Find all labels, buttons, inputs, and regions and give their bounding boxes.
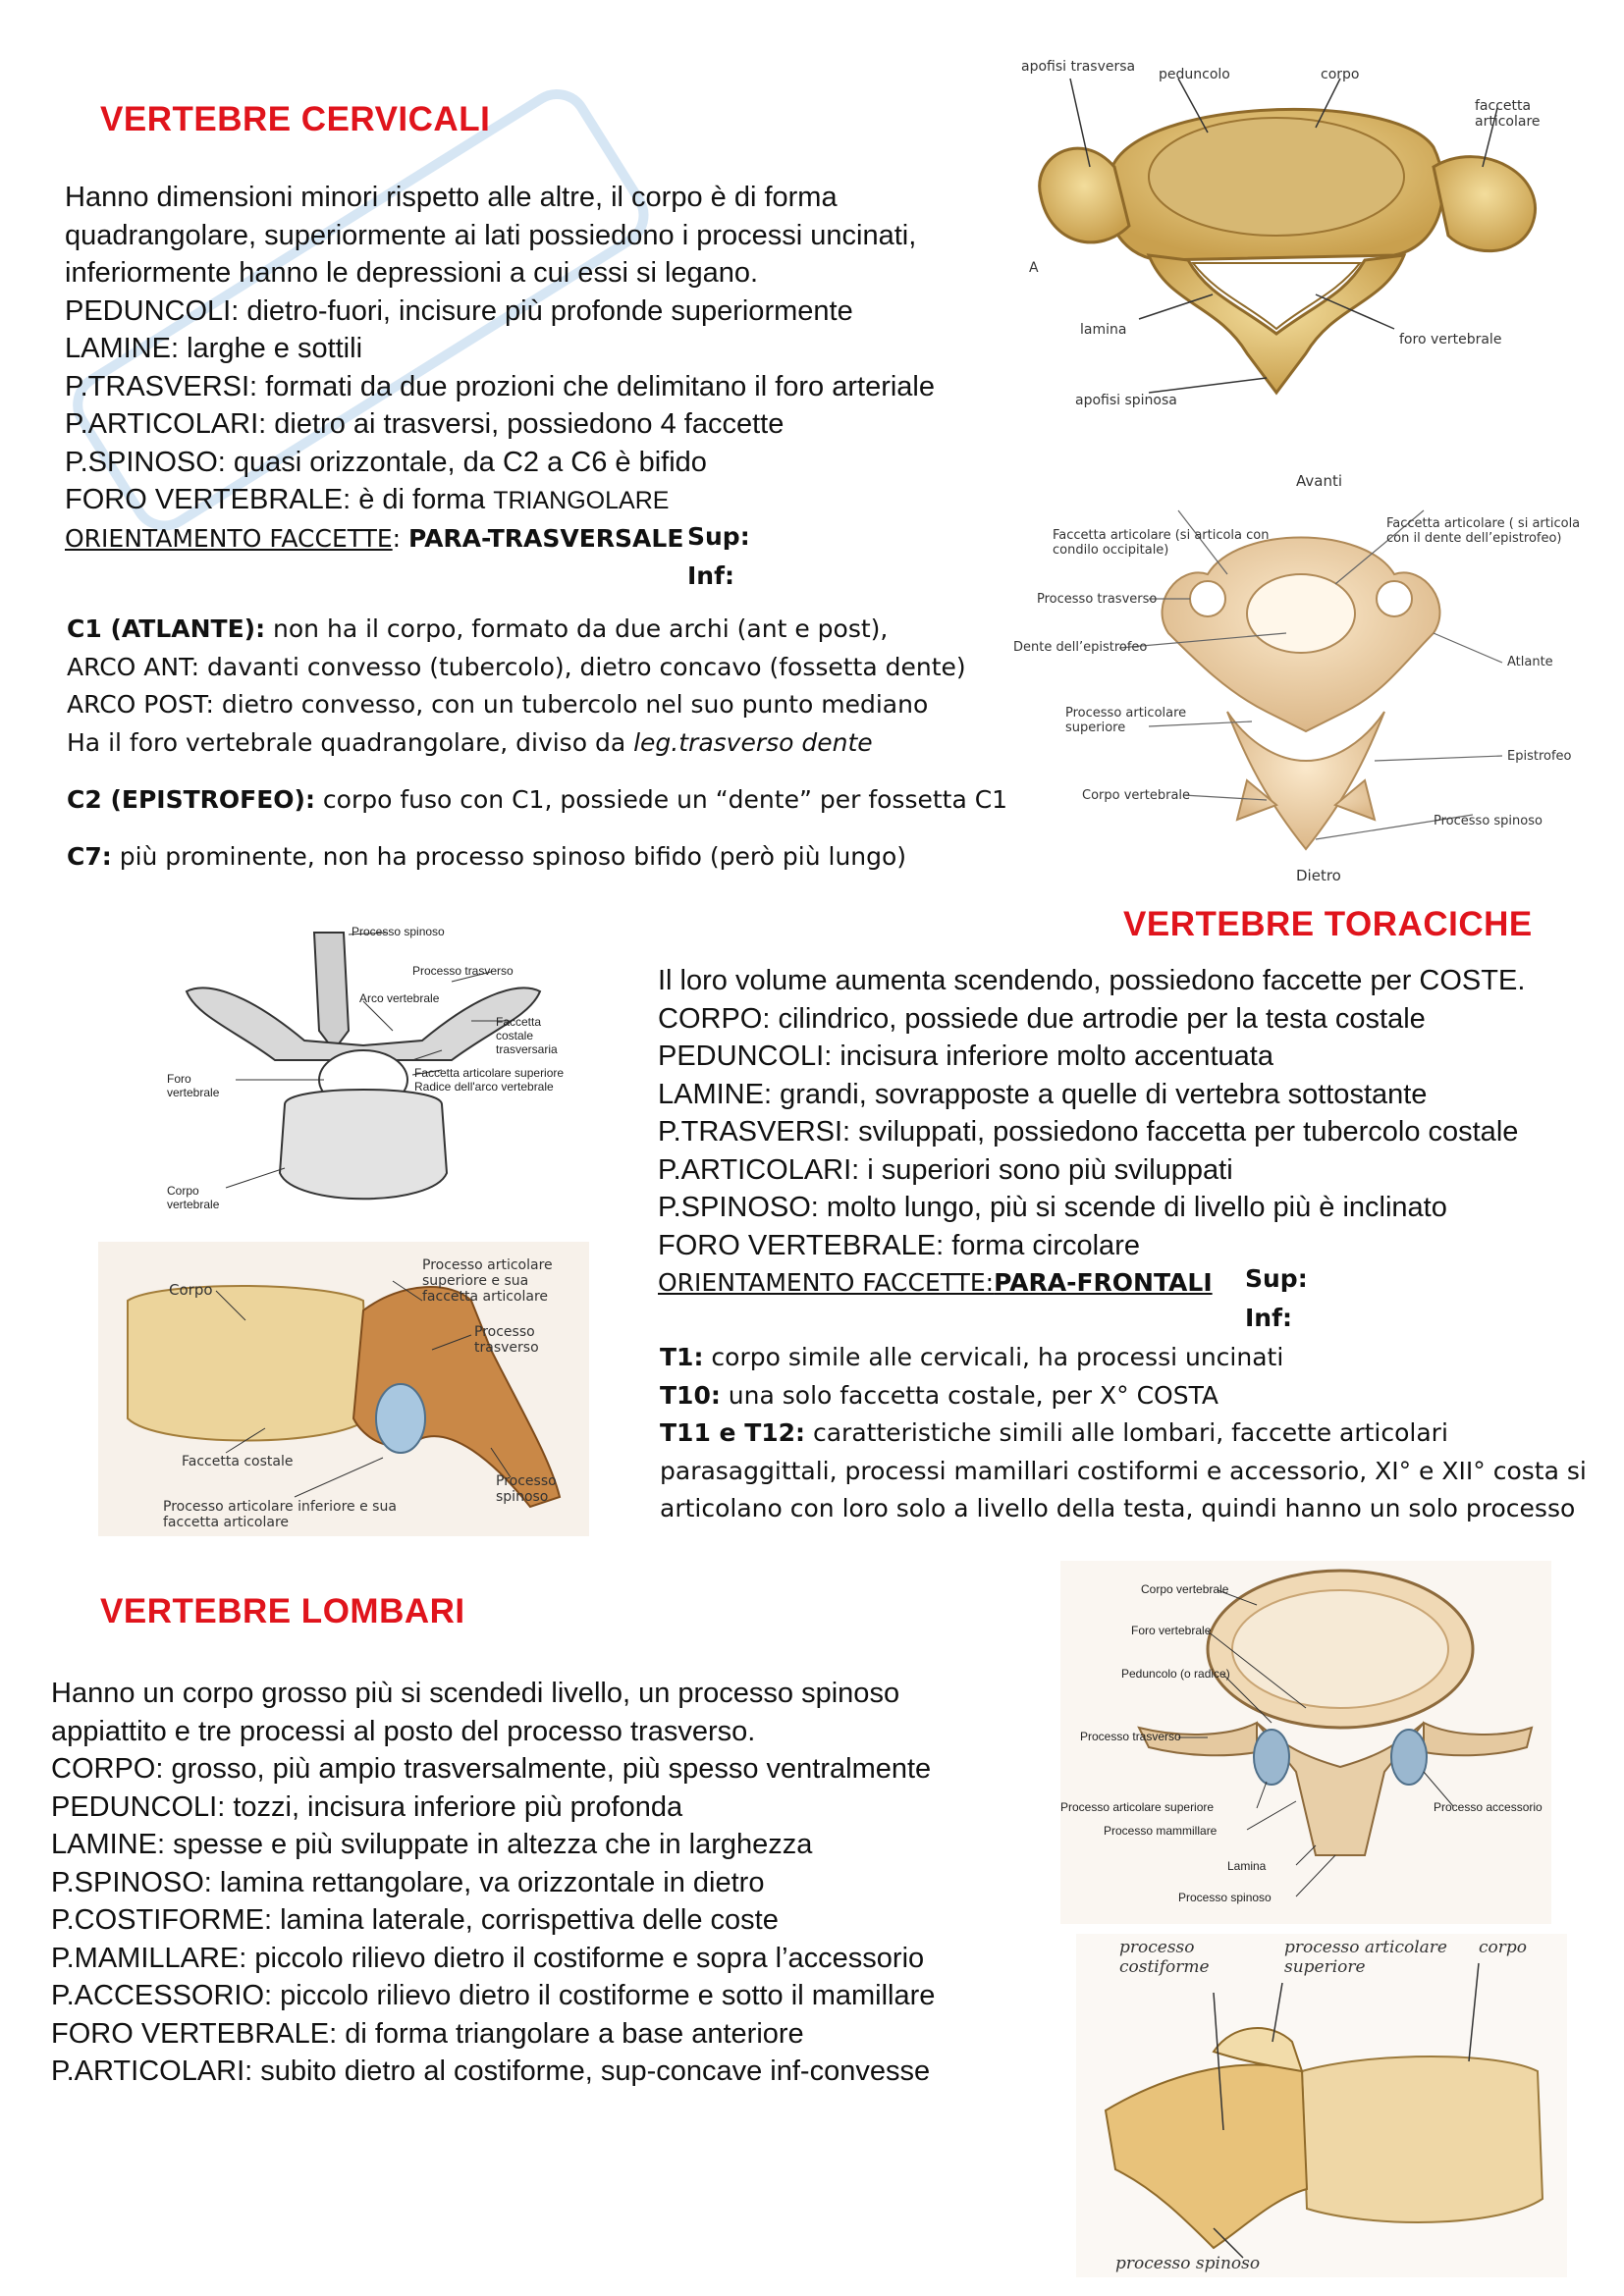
- inf-label: Inf:: [687, 561, 734, 590]
- label: Peduncolo (o radice): [1121, 1667, 1230, 1681]
- lombari-text: [51, 1675, 935, 2091]
- text-line: P.ARTICOLARI: i superiori sono più sviluppati: [658, 1153, 1233, 1186]
- foro-label: FORO VERTEBRALE: è di forma: [65, 484, 494, 515]
- text-line: P.ARTICOLARI: subito dietro al costiforme, sup-concave inf-convesse: [51, 2056, 931, 2087]
- label: Processo trasverso: [1037, 592, 1158, 607]
- text-line: PEDUNCOLI: tozzi, incisura inferiore più profonda: [51, 1790, 683, 1823]
- t11-line: parasaggittali, processi mamillari costiformi e accessorio, XI° e XII° costa si: [660, 1456, 1587, 1485]
- text-line: P.ACCESSORIO: piccolo rilievo dietro il costiforme e sotto il mamillare: [51, 1980, 936, 2011]
- label: Faccetta costale: [182, 1454, 294, 1469]
- c1-text: non ha il corpo, formato da due archi (ant e post),: [265, 614, 889, 643]
- label: Processo trasverso: [412, 964, 514, 978]
- label: Corpo vertebrale: [167, 1184, 220, 1211]
- t11-text: caratteristiche simili alle lombari, faccette articolari: [805, 1418, 1448, 1447]
- label: Processo articolare superiore: [1065, 706, 1187, 735]
- label: Epistrofeo: [1507, 749, 1572, 764]
- label: Processo articolare inferiore e sua faccetta articolare: [163, 1499, 397, 1530]
- toraciche-orientamento: [658, 1264, 1213, 1303]
- text-line: inferiormente hanno le depressioni a cui essi si legano.: [65, 257, 759, 289]
- lumbar-vertebra-side-figure: [1076, 1934, 1567, 2277]
- cervicali-orientamento: [65, 520, 683, 559]
- c2-line: [67, 781, 1007, 820]
- c1-line: ARCO ANT: davanti convesso (tubercolo), dietro concavo (fossetta dente): [67, 652, 966, 681]
- label: Processo spinoso: [1178, 1891, 1272, 1904]
- lombari-title: VERTEBRE LOMBARI: [100, 1592, 465, 1630]
- label: corpo: [1479, 1938, 1527, 1957]
- orient-sep: :: [392, 524, 409, 553]
- label: Faccetta articolare ( si articola con il dente dell’epistrofeo): [1386, 516, 1581, 546]
- text-line: P.SPINOSO: quasi orizzontale, da C2 a C6 è bifido: [65, 446, 707, 478]
- lumbar-vertebra-side-illustration: [1076, 1934, 1567, 2277]
- text-line: CORPO: cilindrico, possiede due artrodie per la testa costale: [658, 1002, 1426, 1035]
- atlas-axis-figure: [1011, 466, 1600, 893]
- label: Processo spinoso: [1434, 814, 1543, 828]
- anterior-label: Avanti: [1296, 472, 1343, 490]
- c1-last-italic: leg.trasverso dente: [633, 727, 873, 757]
- c7-head: C7:: [67, 842, 112, 871]
- c7-text: più prominente, non ha processo spinoso bifido (però più lungo): [111, 842, 907, 871]
- label: processo articolare superiore: [1284, 1938, 1447, 1977]
- label: foro vertebrale: [1399, 332, 1502, 347]
- cervical-vertebra-figure: [1021, 59, 1571, 432]
- label: Atlante: [1507, 655, 1553, 669]
- c7-line: [67, 838, 906, 877]
- label: Faccetta costale trasversaria: [496, 1015, 558, 1056]
- text-line: CORPO: grosso, più ampio trasversalmente, più spesso ventralmente: [51, 1753, 932, 1785]
- t11-line: articolano con loro solo a livello della testa, quindi hanno un solo processo: [660, 1494, 1576, 1522]
- lumbar-vertebra-top-figure: [1060, 1561, 1551, 1924]
- c1-head: C1 (ATLANTE):: [67, 614, 266, 643]
- foro-value: TRIANGOLARE: [493, 487, 670, 514]
- text-line: Il loro volume aumenta scendendo, possiedono faccette per COSTE.: [658, 965, 1526, 996]
- label: Radice dell'arco vertebrale: [414, 1080, 554, 1094]
- text-line: LAMINE: grandi, sovrapposte a quelle di vertebra sottostante: [658, 1078, 1428, 1110]
- orient-label: ORIENTAMENTO FACCETTE:: [658, 1268, 995, 1297]
- label: A: [1029, 260, 1039, 276]
- text-line: FORO VERTEBRALE: forma circolare: [658, 1229, 1140, 1256]
- text-line: P.SPINOSO: lamina rettangolare, va orizzontale in dietro: [51, 1866, 765, 1898]
- label: Foro vertebrale: [1131, 1624, 1212, 1637]
- text-line: quadrangolare, superiormente ai lati possiedono i processi uncinati,: [65, 219, 917, 251]
- toraciche-title: VERTEBRE TORACICHE: [1123, 905, 1533, 943]
- label: apofisi trasversa: [1021, 59, 1136, 75]
- label: Processo articolare superiore e sua faccetta articolare: [422, 1257, 553, 1305]
- label: processo spinoso: [1115, 2254, 1261, 2273]
- label: faccetta articolare: [1475, 98, 1541, 130]
- label: Faccetta articolare superiore: [414, 1066, 565, 1080]
- c2-head: C2 (EPISTROFEO):: [67, 785, 315, 814]
- text-line: P.TRASVERSI: sviluppati, possiedono faccetta per tubercolo costale: [658, 1116, 1519, 1148]
- c1-last: Ha il foro vertebrale quadrangolare, diviso da: [67, 727, 634, 757]
- inf-label: Inf:: [1245, 1304, 1292, 1332]
- label: Processo mammillare: [1104, 1824, 1218, 1838]
- text-line: appiattito e tre processi al posto del processo trasverso.: [51, 1715, 756, 1747]
- label: Processo trasverso: [474, 1324, 539, 1356]
- label: Processo spinoso: [352, 925, 445, 938]
- t10-head: T10:: [660, 1380, 721, 1410]
- label: Foro vertebrale: [167, 1072, 220, 1099]
- label: Dente dell’epistrofeo: [1013, 640, 1148, 655]
- label: processo costiforme: [1119, 1938, 1210, 1977]
- label: lamina: [1080, 322, 1127, 338]
- label: Corpo vertebrale: [1082, 788, 1191, 803]
- text-line: PEDUNCOLI: dietro-fuori, incisure più profonde superiormente: [65, 294, 853, 327]
- posterior-label: Dietro: [1296, 867, 1341, 884]
- text-line: [65, 481, 935, 520]
- text-line: P.TRASVERSI: formati da due prozioni che delimitano il foro arteriale: [65, 370, 936, 402]
- label: Corpo vertebrale: [1141, 1582, 1229, 1596]
- text-line: FORO VERTEBRALE: di forma triangolare a base anteriore: [51, 2017, 804, 2050]
- toraciche-text: [658, 962, 1525, 1256]
- t10-text: una solo faccetta costale, per X° COSTA: [720, 1380, 1219, 1410]
- label: Lamina: [1227, 1859, 1267, 1873]
- sup-label: Sup:: [1245, 1264, 1308, 1293]
- sup-label: Sup:: [687, 522, 750, 551]
- c2-text: corpo fuso con C1, possiede un “dente” per fossetta C1: [314, 785, 1008, 814]
- thoracic-vertebra-side-figure: [98, 1242, 589, 1536]
- t11-head: T11 e T12:: [660, 1418, 806, 1447]
- label: Corpo: [169, 1281, 213, 1299]
- text-line: LAMINE: spesse e più sviluppate in altezza che in larghezza: [51, 1829, 813, 1860]
- label: apofisi spinosa: [1075, 393, 1177, 408]
- text-line: P.SPINOSO: molto lungo, più si scende di livello più è inclinato: [658, 1192, 1447, 1223]
- orient-label: ORIENTAMENTO FACCETTE: [65, 524, 393, 553]
- text-line: Hanno dimensioni minori rispetto alle altre, il corpo è di forma: [65, 182, 838, 213]
- orient-value: PARA-TRASVERSALE: [408, 524, 684, 553]
- text-line: P.ARTICOLARI: dietro ai trasversi, possiedono 4 faccette: [65, 408, 785, 440]
- c1-block: [67, 611, 966, 762]
- c1-line: ARCO POST: dietro convesso, con un tubercolo nel suo punto mediano: [67, 690, 929, 719]
- cervicali-title: VERTEBRE CERVICALI: [100, 100, 491, 138]
- thoracic-vertebra-top-figure: [167, 923, 579, 1217]
- text-line: PEDUNCOLI: incisura inferiore molto accentuata: [658, 1041, 1273, 1072]
- label: Processo spinoso: [496, 1473, 557, 1505]
- orient-value: PARA-FRONTALI: [994, 1268, 1213, 1297]
- label: Processo trasverso: [1080, 1730, 1181, 1743]
- cervicali-text: [65, 179, 935, 520]
- text-line: Hanno un corpo grosso più si scendedi livello, un processo spinoso: [51, 1678, 900, 1709]
- text-line: LAMINE: larghe e sottili: [65, 333, 363, 364]
- label: Arco vertebrale: [359, 991, 440, 1005]
- label: corpo: [1321, 67, 1360, 82]
- label: Processo accessorio: [1434, 1800, 1543, 1814]
- label: Faccetta articolare (si articola con condilo occipitale): [1053, 528, 1270, 558]
- text-line: P.COSTIFORME: lamina laterale, corrispettiva delle coste: [51, 1904, 779, 1936]
- toraciche-details: [660, 1339, 1587, 1528]
- text-line: P.MAMILLARE: piccolo rilievo dietro il costiforme e sopra l’accessorio: [51, 1942, 925, 1974]
- t1-head: T1:: [660, 1343, 704, 1371]
- t1-text: corpo simile alle cervicali, ha processi uncinati: [703, 1343, 1284, 1371]
- label: peduncolo: [1159, 67, 1230, 82]
- label: Processo articolare superiore: [1060, 1800, 1215, 1814]
